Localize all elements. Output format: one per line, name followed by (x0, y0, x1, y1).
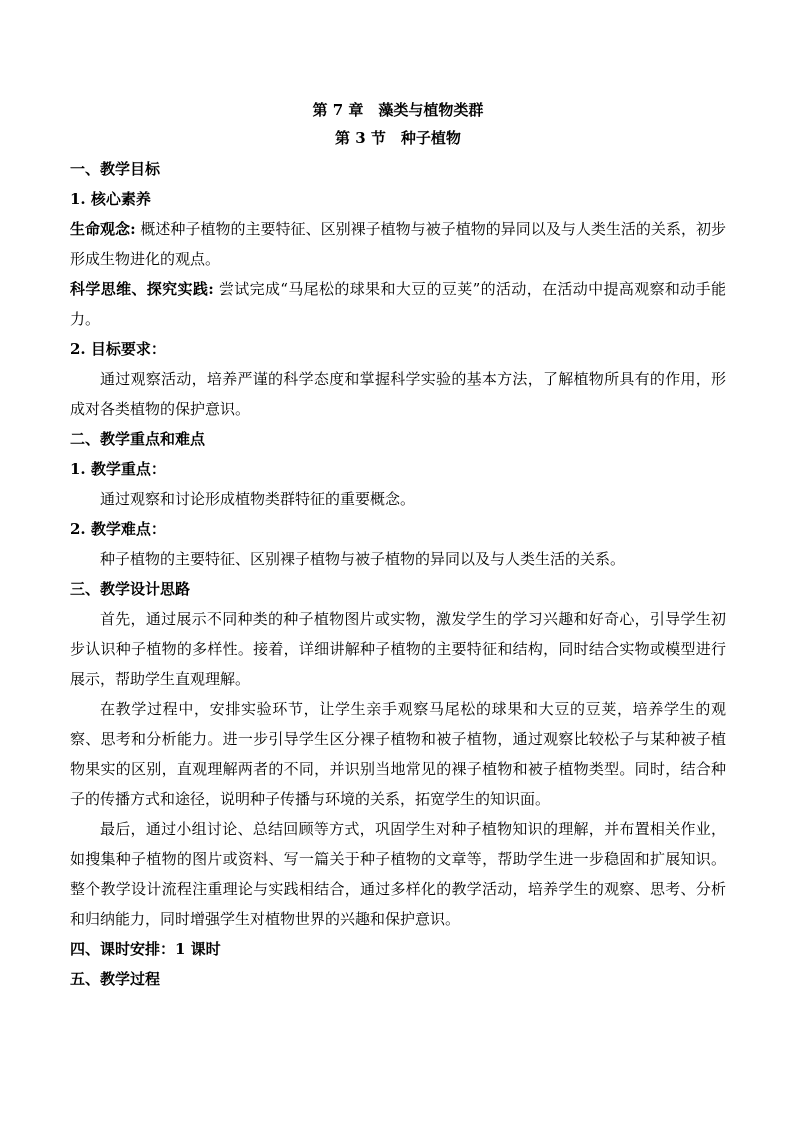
paragraph-design-3: 最后，通过小组讨论、总结回顾等方式，巩固学生对种子植物知识的理解，并布置相关作业，如搜集种子植物的图片或资料、写一篇关于种子植物的文章等，帮助学生进一步稳固和扩展知识。整个教学设计流程注重理论与实践相结合，通过多样化的教学活动，培养学生的观察、思考、分析和归纳能力，同时增强学生对植物世界的兴趣和保护意识。 (70, 820, 726, 928)
document-body (70, 96, 726, 994)
paragraph-design-1: 首先，通过展示不同种类的种子植物图片或实物，激发学生的学习兴趣和好奇心，引导学生初步认识种子植物的多样性。接着，详细讲解种子植物的主要特征和结构，同时结合实物或模型进行展示，帮助学生直观理解。 (70, 610, 726, 688)
subheading-difficult-points: 2. 教学难点： (70, 520, 166, 538)
heading-design-ideas: 三、教学设计思路 (70, 580, 191, 598)
paragraph-goal-requirements: 通过观察活动，培养严谨的科学态度和掌握科学实验的基本方法，了解植物所具有的作用，形成对各类植物的保护意识。 (70, 370, 726, 418)
paragraph-design-2: 在教学过程中，安排实验环节，让学生亲手观察马尾松的球果和大豆的豆荚，培养学生的观察、思考和分析能力。进一步引导学生区分裸子植物和被子植物，通过观察比较松子与某种被子植物果实的区别，直观理解两者的不同，并识别当地常见的裸子植物和被子植物类型。同时，结合种子的传播方式和途径，说明种子传播与环境的关系，拓宽学生的知识面。 (70, 700, 726, 808)
paragraph-difficult-points: 种子植物的主要特征、区别裸子植物与被子植物的异同以及与人类生活的关系。 (100, 550, 626, 568)
lead-scientific-thinking: 科学思维、探究实践: (70, 280, 214, 298)
subheading-key-points: 1. 教学重点： (70, 460, 166, 478)
paragraph-life-concept (70, 214, 726, 274)
section-title: 第 3 节 种子植物 (335, 129, 461, 147)
heading-teaching-process: 五、教学过程 (70, 970, 161, 988)
paragraph-scientific-thinking (70, 274, 726, 334)
heading-class-schedule: 四、课时安排：1 课时 (70, 940, 221, 958)
heading-key-difficult-points: 二、教学重点和难点 (70, 430, 206, 448)
subheading-goal-requirements: 2. 目标要求： (70, 340, 166, 358)
text-scientific-thinking: 尝试完成“马尾松的球果和大豆的豆荚”的活动，在活动中提高观察和动手能力。 (70, 280, 726, 328)
text-life-concept: 概述种子植物的主要特征、区别裸子植物与被子植物的异同以及与人类生活的关系，初步形成生物进化的观点。 (70, 220, 726, 268)
lead-life-concept: 生命观念: (70, 220, 136, 238)
paragraph-key-points: 通过观察和讨论形成植物类群特征的重要概念。 (100, 490, 416, 508)
heading-teaching-objectives: 一、教学目标 (70, 160, 161, 178)
chapter-title: 第 7 章 藻类与植物类群 (312, 101, 484, 119)
subheading-core-literacy: 1. 核心素养 (70, 190, 151, 208)
